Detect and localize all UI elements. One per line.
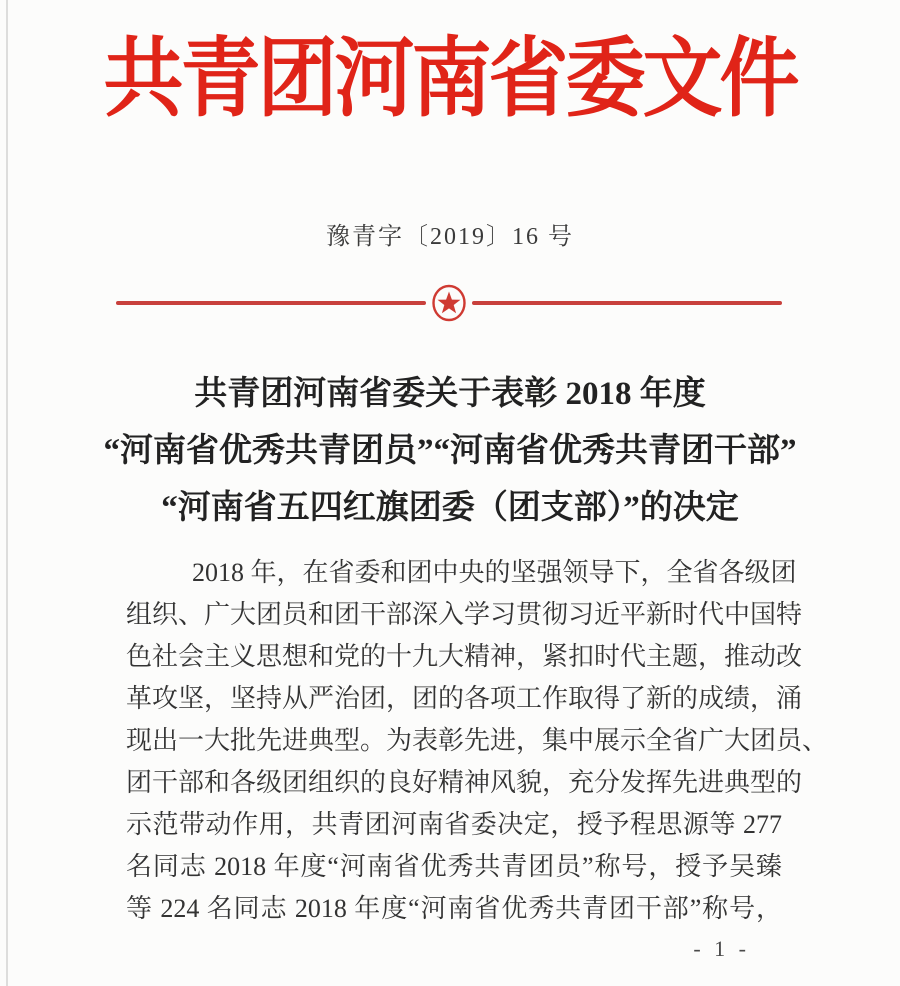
body-text-line: 名同志 2018 年度“河南省优秀共青团员”称号，授予吴臻	[126, 852, 782, 881]
divider-rule-right	[472, 301, 782, 305]
body-text-line: 色社会主义思想和党的十九大精神，紧扣时代主题，推动改	[126, 642, 803, 671]
body-text-line: 团干部和各级团组织的良好精神风貌，充分发挥先进典型的	[126, 768, 803, 797]
document-title-line-3: “河南省五四红旗团委（团支部）”的决定	[161, 490, 739, 526]
document-number: 豫青字〔2019〕16 号	[326, 224, 574, 250]
document-title-line-1: 共青团河南省委关于表彰 2018 年度	[194, 376, 706, 412]
document-title-line-2: “河南省优秀共青团员”“河南省优秀共青团干部”	[103, 433, 797, 469]
page-number: - 1 -	[693, 936, 750, 961]
body-text-line: 现出一大批先进典型。为表彰先进，集中展示全省广大团员、	[126, 726, 829, 755]
red-header-org-title: 共青团河南省委文件	[103, 32, 797, 128]
body-text-line: 示范带动作用，共青团河南省委决定，授予程思源等 277	[126, 810, 782, 839]
document-body	[126, 552, 829, 930]
red-divider	[116, 284, 782, 322]
divider-rule-left	[116, 301, 426, 305]
document-title	[0, 366, 900, 537]
body-text-line: 等 224 名同志 2018 年度“河南省优秀共青团干部”称号，	[126, 894, 782, 923]
body-text-line: 组织、广大团员和团干部深入学习贯彻习近平新时代中国特	[126, 600, 803, 629]
body-text-line: 革攻坚，坚持从严治团，团的各项工作取得了新的成绩，涌	[126, 684, 803, 713]
page-edge-line	[6, 0, 8, 986]
red-star-in-circle-icon	[431, 284, 467, 322]
body-text-line: 2018 年，在省委和团中央的坚强领导下，全省各级团	[192, 558, 797, 587]
